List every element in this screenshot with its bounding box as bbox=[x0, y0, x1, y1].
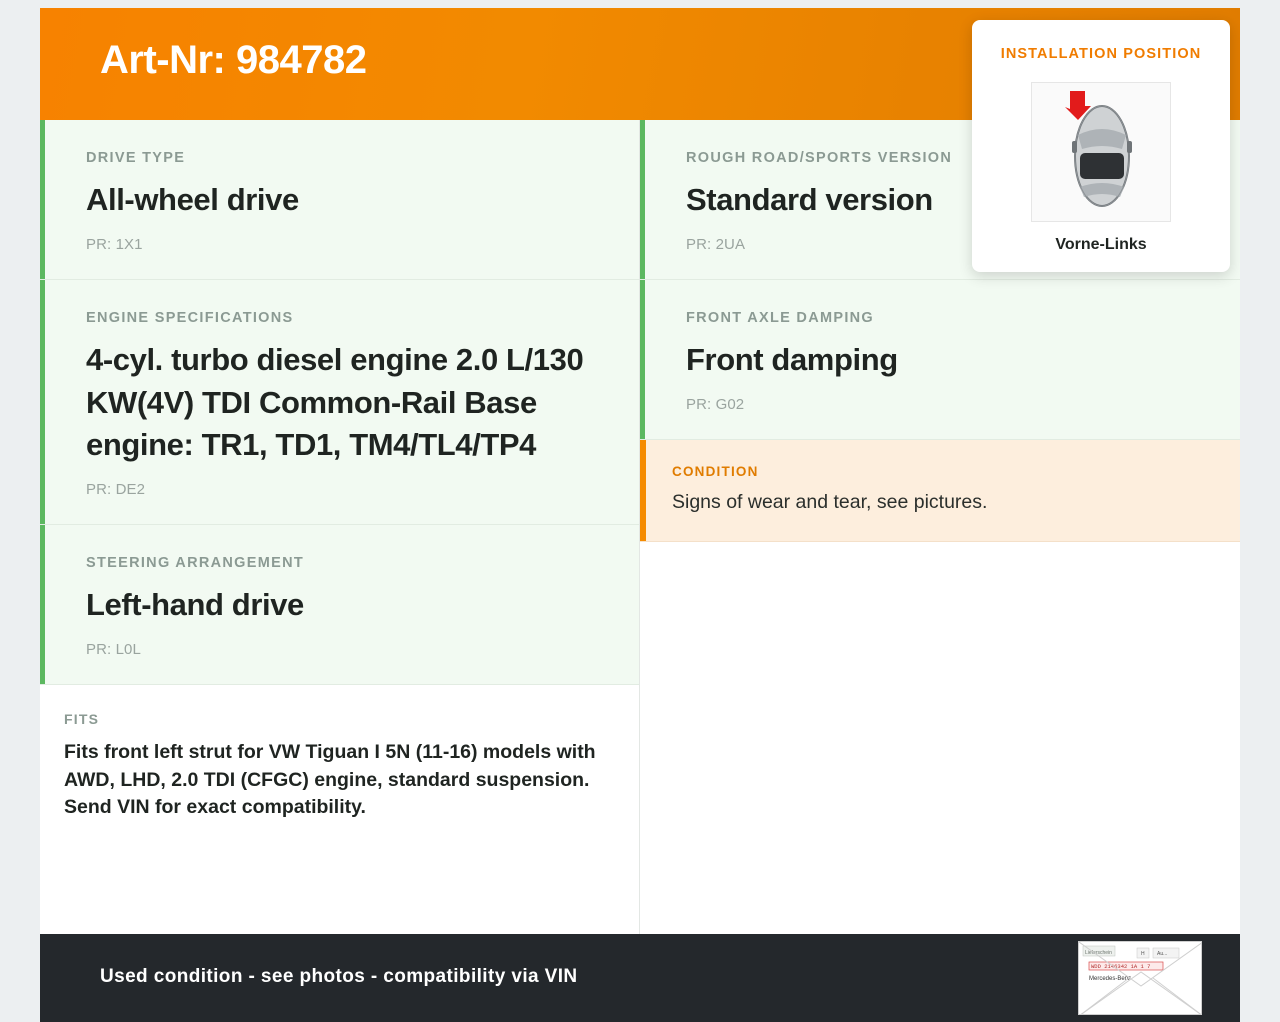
condition-label: CONDITION bbox=[672, 463, 759, 479]
spec-value: All-wheel drive bbox=[86, 182, 299, 217]
fits-label: FITS bbox=[64, 710, 100, 727]
spec-pr-code: PR: 1X1 bbox=[86, 235, 143, 253]
installation-position-image bbox=[1031, 82, 1171, 222]
page-title: Art-Nr: 984782 bbox=[100, 38, 367, 82]
spec-column-left bbox=[40, 120, 640, 934]
svg-text:WDD 2146342 1A 1 7: WDD 2146342 1A 1 7 bbox=[1091, 963, 1151, 970]
spec-label: FRONT AXLE DAMPING bbox=[686, 309, 874, 326]
spec-value: Front damping bbox=[686, 341, 898, 377]
spec-pr-code: PR: DE2 bbox=[86, 481, 146, 499]
spec-value: Standard version bbox=[686, 182, 933, 217]
spec-label: DRIVE TYPE bbox=[86, 150, 186, 166]
installation-position-caption: Vorne-Links bbox=[1055, 236, 1147, 253]
svg-text:Lieferschein: Lieferschein bbox=[1085, 950, 1112, 956]
svg-text:H: H bbox=[1141, 951, 1145, 957]
fits-text: Fits front left strut for VW Tiguan I 5N (11-16) models with AWD, LHD, 2.0 TDI (CFGC) engine, standard suspension. Send VIN for exact compatibility. bbox=[64, 740, 596, 819]
spec-value: Left-hand drive bbox=[86, 587, 304, 623]
spec-pr-code: PR: L0L bbox=[86, 640, 141, 658]
spec-item-front-axle-damping bbox=[640, 280, 1240, 440]
spec-value: 4-cyl. turbo diesel engine 2.0 L/130 KW(4V) TDI Common-Rail Base engine: TR1, TD1, TM4/TL4/TP4 bbox=[86, 341, 584, 463]
listing-sheet bbox=[40, 8, 1240, 1022]
spec-item-steering-arrangement bbox=[40, 525, 639, 685]
spec-pr-code: PR: 2UA bbox=[686, 235, 746, 253]
spec-label: ENGINE SPECIFICATIONS bbox=[86, 309, 294, 326]
fits-block bbox=[40, 685, 639, 846]
spec-pr-code: PR: G02 bbox=[686, 395, 745, 413]
spec-item-engine-specifications bbox=[40, 280, 639, 525]
condition-text: Signs of wear and tear, see pictures. bbox=[672, 490, 988, 513]
svg-text:Mercedes-Benz: Mercedes-Benz bbox=[1089, 976, 1132, 982]
footer-text: Used condition - see photos - compatibility via VIN bbox=[100, 966, 578, 987]
spec-label: STEERING ARRANGEMENT bbox=[86, 555, 304, 572]
footer-bar bbox=[40, 934, 1240, 1022]
condition-block bbox=[640, 440, 1240, 542]
spec-label: ROUGH ROAD/SPORTS VERSION bbox=[686, 150, 953, 166]
installation-position-card bbox=[972, 20, 1230, 272]
spec-item-drive-type bbox=[40, 120, 639, 280]
installation-position-title: INSTALLATION POSITION bbox=[1000, 46, 1202, 62]
red-arrow-icon bbox=[1064, 89, 1094, 123]
svg-text:Au...: Au... bbox=[1157, 951, 1168, 957]
envelope-stamp-icon bbox=[1078, 941, 1202, 1015]
